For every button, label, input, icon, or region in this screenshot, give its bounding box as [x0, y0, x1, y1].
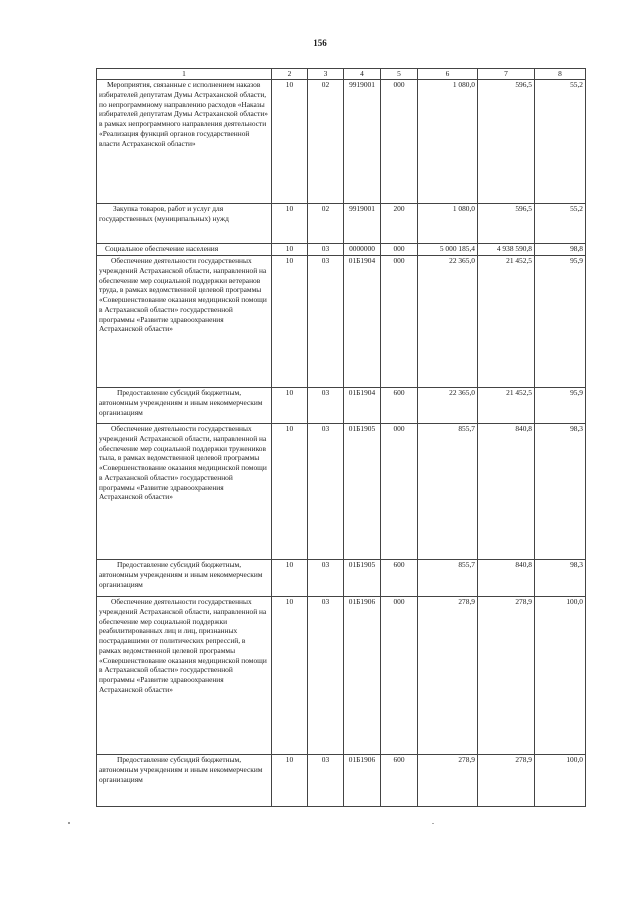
cell-target-article: 01Б1906	[344, 597, 381, 755]
cell-subsection: 03	[308, 560, 344, 597]
table-row	[97, 244, 586, 256]
cell-section: 10	[272, 204, 308, 244]
cell-subsection: 03	[308, 256, 344, 388]
table-row	[97, 80, 586, 204]
row-name: Мероприятия, связанные с исполнением наказов избирателей депутатам Думы Астраханской области, по непрограммному направлению расходов «Наказы избирателей депутатам Думы Астраханской области» в рамках непрограммного направления деятельности «Реализация функций органов государственной власти Астраханской области»	[97, 80, 272, 204]
cell-executed: 840,8	[478, 560, 535, 597]
table-row	[97, 256, 586, 388]
cell-section: 10	[272, 256, 308, 388]
budget-table	[96, 68, 586, 807]
header-row	[97, 69, 586, 80]
cell-percent: 100,0	[535, 755, 586, 807]
table-row	[97, 560, 586, 597]
cell-executed: 840,8	[478, 424, 535, 560]
cell-section: 10	[272, 388, 308, 424]
cell-executed: 21 452,5	[478, 388, 535, 424]
cell-section: 10	[272, 80, 308, 204]
cell-subsection: 03	[308, 244, 344, 256]
cell-percent: 98,3	[535, 424, 586, 560]
cell-planned: 5 000 185,4	[418, 244, 478, 256]
cell-target-article: 9919001	[344, 80, 381, 204]
row-name: Предоставление субсидий бюджетным, автономным учреждениям и иным некоммерческим организациям	[97, 755, 272, 807]
header-cell-4: 4	[344, 69, 381, 80]
cell-executed: 21 452,5	[478, 256, 535, 388]
cell-subsection: 02	[308, 204, 344, 244]
header-cell-2: 2	[272, 69, 308, 80]
header-cell-7: 7	[478, 69, 535, 80]
cell-planned: 22 365,0	[418, 256, 478, 388]
row-name: Обеспечение деятельности государственных учреждений Астраханской области, направленной на обеспечение мер социальной поддержки реабилитированных лиц и лиц, признанных пострадавшими от политических репрессий, в рамках ведомственной целевой программы «Совершенствование оказания медицинской помощи в Астраханской области» государственной программы «Развитие здравоохранения Астраханской области»	[97, 597, 272, 755]
cell-percent: 98,3	[535, 560, 586, 597]
row-name: Предоставление субсидий бюджетным, автономным учреждениям и иным некоммерческим организациям	[97, 388, 272, 424]
cell-expense-type: 200	[381, 204, 418, 244]
cell-planned: 1 080,0	[418, 80, 478, 204]
table-row	[97, 204, 586, 244]
header-cell-1: 1	[97, 69, 272, 80]
cell-section: 10	[272, 597, 308, 755]
cell-executed: 278,9	[478, 597, 535, 755]
cell-target-article: 01Б1904	[344, 256, 381, 388]
cell-percent: 55,2	[535, 80, 586, 204]
cell-target-article: 01Б1904	[344, 388, 381, 424]
cell-expense-type: 000	[381, 597, 418, 755]
cell-planned: 855,7	[418, 560, 478, 597]
cell-subsection: 03	[308, 424, 344, 560]
cell-planned: 855,7	[418, 424, 478, 560]
table-row	[97, 424, 586, 560]
cell-section: 10	[272, 424, 308, 560]
cell-expense-type: 000	[381, 244, 418, 256]
cell-expense-type: 600	[381, 388, 418, 424]
cell-percent: 100,0	[535, 597, 586, 755]
header-cell-6: 6	[418, 69, 478, 80]
cell-percent: 95,9	[535, 256, 586, 388]
cell-executed: 278,9	[478, 755, 535, 807]
cell-target-article: 0000000	[344, 244, 381, 256]
header-cell-8: 8	[535, 69, 586, 80]
table-row	[97, 388, 586, 424]
row-name: Обеспечение деятельности государственных учреждений Астраханской области, направленной на обеспечение мер социальной поддержки тружеников тыла, в рамках ведомственной целевой программы «Совершенствование оказания медицинской помощи в Астраханской области» государственной программы «Развитие здравоохранения Астраханской области»	[97, 424, 272, 560]
cell-planned: 278,9	[418, 597, 478, 755]
table-row	[97, 755, 586, 807]
header-cell-5: 5	[381, 69, 418, 80]
table-row	[97, 597, 586, 755]
cell-planned: 22 365,0	[418, 388, 478, 424]
cell-executed: 596,5	[478, 80, 535, 204]
row-name: Социальное обеспечение населения	[97, 244, 272, 256]
cell-target-article: 9919001	[344, 204, 381, 244]
cell-percent: 55,2	[535, 204, 586, 244]
page-number: 156	[313, 38, 327, 48]
row-name: Обеспечение деятельности государственных учреждений Астраханской области, направленной на обеспечение мер социальной поддержки ветеранов труда, в рамках ведомственной целевой программы «Совершенствование оказания медицинской помощи в Астраханской области» государственной программы «Развитие здравоохранения Астраханской области»	[97, 256, 272, 388]
cell-planned: 278,9	[418, 755, 478, 807]
cell-subsection: 03	[308, 597, 344, 755]
cell-section: 10	[272, 244, 308, 256]
cell-expense-type: 000	[381, 424, 418, 560]
cell-expense-type: 000	[381, 80, 418, 204]
scan-speck	[68, 822, 70, 824]
row-name: Закупка товаров, работ и услуг для государственных (муниципальных) нужд	[97, 204, 272, 244]
header-cell-3: 3	[308, 69, 344, 80]
cell-subsection: 03	[308, 388, 344, 424]
cell-percent: 95,9	[535, 388, 586, 424]
cell-subsection: 02	[308, 80, 344, 204]
cell-subsection: 03	[308, 755, 344, 807]
cell-expense-type: 600	[381, 755, 418, 807]
cell-percent: 98,8	[535, 244, 586, 256]
cell-executed: 4 938 590,8	[478, 244, 535, 256]
cell-section: 10	[272, 560, 308, 597]
scan-speck	[432, 823, 434, 824]
cell-planned: 1 080,0	[418, 204, 478, 244]
cell-expense-type: 600	[381, 560, 418, 597]
row-name: Предоставление субсидий бюджетным, автономным учреждениям и иным некоммерческим организациям	[97, 560, 272, 597]
cell-target-article: 01Б1905	[344, 424, 381, 560]
cell-target-article: 01Б1905	[344, 560, 381, 597]
cell-executed: 596,5	[478, 204, 535, 244]
cell-target-article: 01Б1906	[344, 755, 381, 807]
cell-section: 10	[272, 755, 308, 807]
cell-expense-type: 000	[381, 256, 418, 388]
